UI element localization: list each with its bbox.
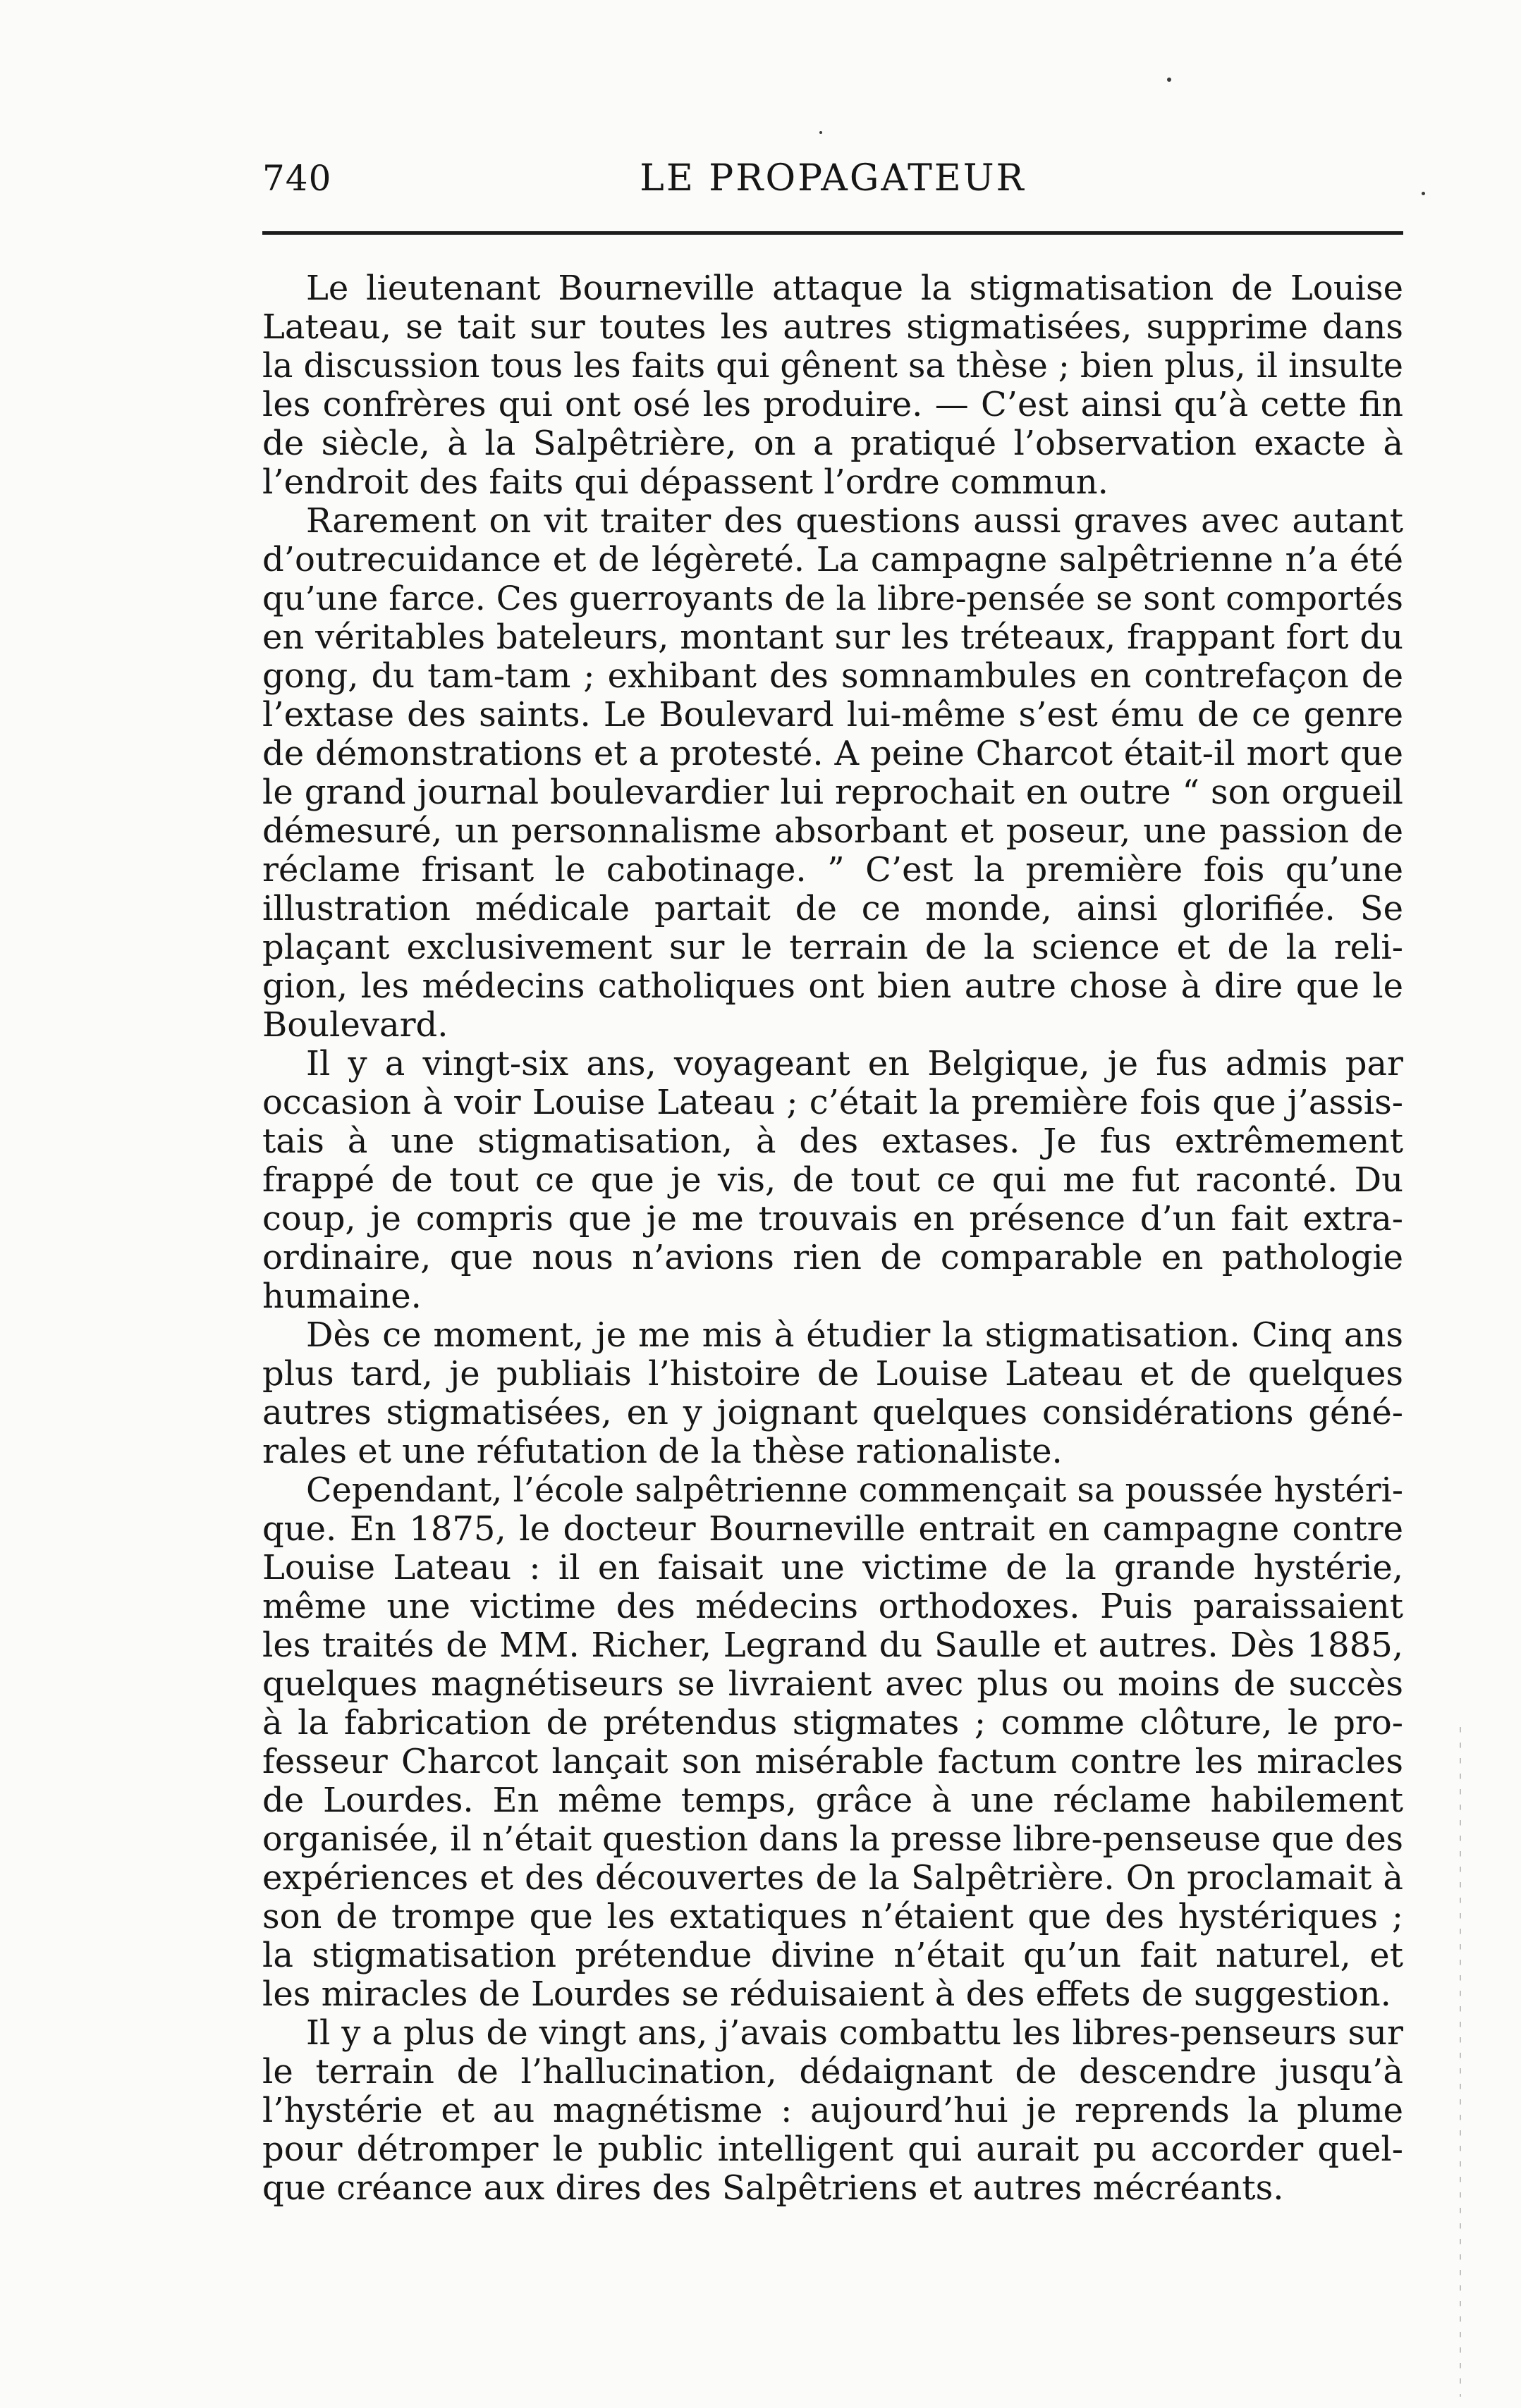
text-line: le terrain de l’hallucination, dédaignant de descendre jusqu’à xyxy=(262,2052,1403,2091)
text-line: plus tard, je publiais l’histoire de Louise Lateau et de quelques xyxy=(262,1354,1403,1394)
paragraph xyxy=(262,1045,1403,1316)
ink-speck xyxy=(1167,78,1171,82)
text-line: Il y a plus de vingt ans, j’avais combattu les libres-penseurs sur xyxy=(306,2013,1403,2053)
text-line: le grand journal boulevardier lui reprochait en outre “ son orgueil xyxy=(262,773,1403,812)
text-line: de démonstrations et a protesté. A peine Charcot était-il mort que xyxy=(262,734,1403,773)
paragraph xyxy=(262,1471,1403,2014)
ink-speck xyxy=(1422,192,1425,195)
text-line: que. En 1875, le docteur Bourneville entrait en campagne contre xyxy=(262,1509,1403,1549)
text-line: à la fabrication de prétendus stigmates ; comme clôture, le pro- xyxy=(262,1703,1403,1743)
text-line: quelques magnétiseurs se livraient avec plus ou moins de succès xyxy=(262,1664,1403,1704)
text-line: pour détromper le public intelligent qui aurait pu accorder quel- xyxy=(262,2130,1403,2169)
paragraph xyxy=(262,269,1403,502)
text-line: réclame frisant le cabotinage. ” C’est la première fois qu’une xyxy=(262,850,1403,890)
text-line: Boulevard. xyxy=(262,1005,448,1045)
paragraph xyxy=(262,1316,1403,1471)
text-line: autres stigmatisées, en y joignant quelques considérations géné- xyxy=(262,1393,1403,1432)
running-head xyxy=(262,154,1403,210)
text-line: de siècle, à la Salpêtrière, on a pratiqué l’observation exacte à xyxy=(262,424,1403,463)
text-line: qu’une farce. Ces guerroyants de la libre-pensée se sont comportés xyxy=(262,579,1403,618)
text-line: expériences et des découvertes de la Salpêtrière. On proclamait à xyxy=(262,1858,1403,1898)
text-line: gong, du tam-tam ; exhibant des somnambules en contrefaçon de xyxy=(262,656,1403,696)
text-line: Louise Lateau : il en faisait une victime de la grande hystérie, xyxy=(262,1548,1403,1587)
text-line: plaçant exclusivement sur le terrain de la science et de la reli- xyxy=(262,928,1403,967)
text-line: fesseur Charcot lançait son misérable factum contre les miracles xyxy=(262,1742,1403,1781)
text-line: démesuré, un personnalisme absorbant et poseur, une passion de xyxy=(262,811,1403,851)
text-line: Lateau, se tait sur toutes les autres stigmatisées, supprime dans xyxy=(262,307,1403,347)
text-line: les traités de MM. Richer, Legrand du Saulle et autres. Dès 1885, xyxy=(262,1626,1403,1665)
journal-title: LE PROPAGATEUR xyxy=(640,157,1026,199)
margin-artifact xyxy=(1460,1727,1461,2397)
text-line: les miracles de Lourdes se réduisaient à des effets de suggestion. xyxy=(262,1974,1391,2014)
text-line: humaine. xyxy=(262,1277,422,1316)
text-line: occasion à voir Louise Lateau ; c’était la première fois que j’assis- xyxy=(262,1083,1403,1122)
text-line: de Lourdes. En même temps, grâce à une réclame habilement xyxy=(262,1781,1403,1820)
text-line: ordinaire, que nous n’avions rien de comparable en pathologie xyxy=(262,1238,1403,1277)
text-line: gion, les médecins catholiques ont bien autre chose à dire que le xyxy=(262,966,1403,1006)
text-line: illustration médicale partait de ce monde, ainsi glorifiée. Se xyxy=(262,889,1403,928)
text-line: Cependant, l’école salpêtrienne commençait sa poussée hystéri- xyxy=(306,1471,1403,1510)
text-line: Dès ce moment, je me mis à étudier la stigmatisation. Cinq ans xyxy=(306,1315,1403,1355)
text-line: en véritables bateleurs, montant sur les tréteaux, frappant fort du xyxy=(262,618,1403,657)
text-line: l’hystérie et au magnétisme : aujourd’hui je reprends la plume xyxy=(262,2091,1403,2130)
paragraph xyxy=(262,502,1403,1045)
text-line: l’endroit des faits qui dépassent l’ordre commun. xyxy=(262,462,1108,502)
paragraph xyxy=(262,2014,1403,2208)
ink-speck xyxy=(819,131,822,134)
text-line: Il y a vingt-six ans, voyageant en Belgique, je fus admis par xyxy=(306,1044,1403,1083)
body-text xyxy=(262,269,1403,2208)
text-line: l’extase des saints. Le Boulevard lui-même s’est ému de ce genre xyxy=(262,695,1403,735)
header-rule xyxy=(262,231,1403,235)
text-line: que créance aux dires des Salpêtriens et autres mécréants. xyxy=(262,2168,1284,2208)
text-line: rales et une réfutation de la thèse rationaliste. xyxy=(262,1432,1063,1471)
text-line: organisée, il n’était question dans la presse libre-penseuse que des xyxy=(262,1820,1403,1859)
text-line: d’outrecuidance et de légèreté. La campagne salpêtrienne n’a été xyxy=(262,540,1403,579)
text-line: tais à une stigmatisation, à des extases. Je fus extrêmement xyxy=(262,1122,1403,1161)
text-line: son de trompe que les extatiques n’étaient que des hystériques ; xyxy=(262,1897,1403,1936)
text-line: coup, je compris que je me trouvais en présence d’un fait extra- xyxy=(262,1199,1403,1239)
text-line: Le lieutenant Bourneville attaque la stigmatisation de Louise xyxy=(306,269,1403,308)
text-line: les confrères qui ont osé les produire. — C’est ainsi qu’à cette fin xyxy=(262,385,1403,424)
text-line: la discussion tous les faits qui gênent sa thèse ; bien plus, il insulte xyxy=(262,347,1403,386)
text-line: Rarement on vit traiter des questions aussi graves avec autant xyxy=(306,501,1403,541)
page-number: 740 xyxy=(262,158,332,199)
text-line: la stigmatisation prétendue divine n’était qu’un fait naturel, et xyxy=(262,1936,1403,1975)
text-line: même une victime des médecins orthodoxes. Puis paraissaient xyxy=(262,1587,1403,1626)
text-line: frappé de tout ce que je vis, de tout ce qui me fut raconté. Du xyxy=(262,1160,1403,1200)
